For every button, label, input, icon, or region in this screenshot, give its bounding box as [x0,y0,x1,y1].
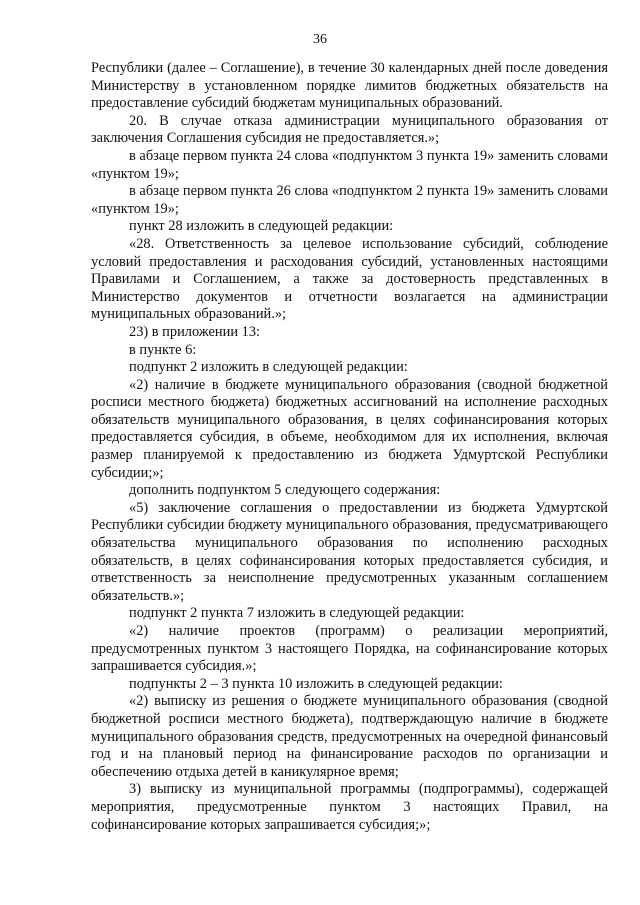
paragraph: в абзаце первом пункта 24 слова «подпунктом 3 пункта 19» заменить словами «пунктом 19»; [91,147,608,182]
paragraph: «2) наличие проектов (программ) о реализации мероприятий, предусмотренных пунктом 3 настоящего Порядка, на софинансирование которых запрашивается субсидия.»; [91,623,608,675]
paragraph: «5) заключение соглашения о предоставлении из бюджета Удмуртской Республики субсидии бюджету муниципального образования, предусматривающего обязательства муниципального образования по исполнению расходных обязательств, в целях софинансирования которых предоставляется субсидия, и ответственность за неисполнение предусмотренных указанным соглашением обязательств.»; [91,499,608,604]
paragraph: дополнить подпунктом 5 следующего содержания: [129,482,441,499]
paragraph: подпункт 2 изложить в следующей редакции: [129,359,408,376]
paragraph: 3) выписку из муниципальной программы (подпрограммы), содержащей мероприятия, предусмотренные пунктом 3 настоящих Правил, на софинансирование которых запрашивается субсидия;»; [91,781,608,833]
paragraph: пункт 28 изложить в следующей редакции: [129,218,394,235]
paragraph: в пункте 6: [129,341,197,358]
paragraph: Республики (далее – Соглашение), в течение 30 календарных дней после доведения Министерству в установленном порядке лимитов бюджетных обязательств на предоставление субсидий бюджетам муниципальных образований. [91,60,608,112]
paragraph: «28. Ответственность за целевое использование субсидий, соблюдение условий предоставления и расходования субсидий, установленных настоящими Правилами и Соглашением, а также за достоверность представленных в Министерство документов и отчетности возлагается на администрации муниципальных образований.»; [91,235,608,323]
document-body [91,60,608,834]
page-number: 36 [313,32,327,47]
paragraph: 23) в приложении 13: [129,323,261,340]
paragraph: подпункты 2 – 3 пункта 10 изложить в следующей редакции: [129,675,503,692]
paragraph: подпункт 2 пункта 7 изложить в следующей редакции: [129,605,465,622]
paragraph: «2) выписку из решения о бюджете муниципального образования (сводной бюджетной росписи местного бюджета), подтверждающую наличие в бюджете муниципального образования средств, предусмотренных на очередной финансовый год и на плановый период на финансирование расходов по организации и обеспечению отдыха детей в каникулярное время; [91,693,608,780]
paragraph: «2) наличие в бюджете муниципального образования (сводной бюджетной росписи местного бюджета) бюджетных ассигнований на исполнение расходных обязательств муниципального образования, в целях софинансирования которых предоставляется субсидия, в объеме, необходимом для их исполнения, включая размер планируемой к предоставлению из бюджета Удмуртской Республики субсидии;»; [91,376,608,481]
paragraph: в абзаце первом пункта 26 слова «подпунктом 2 пункта 19» заменить словами «пунктом 19»; [91,183,608,217]
paragraph: 20. В случае отказа администрации муниципального образования от заключения Соглашения субсидия не предоставляется.»; [91,112,608,147]
